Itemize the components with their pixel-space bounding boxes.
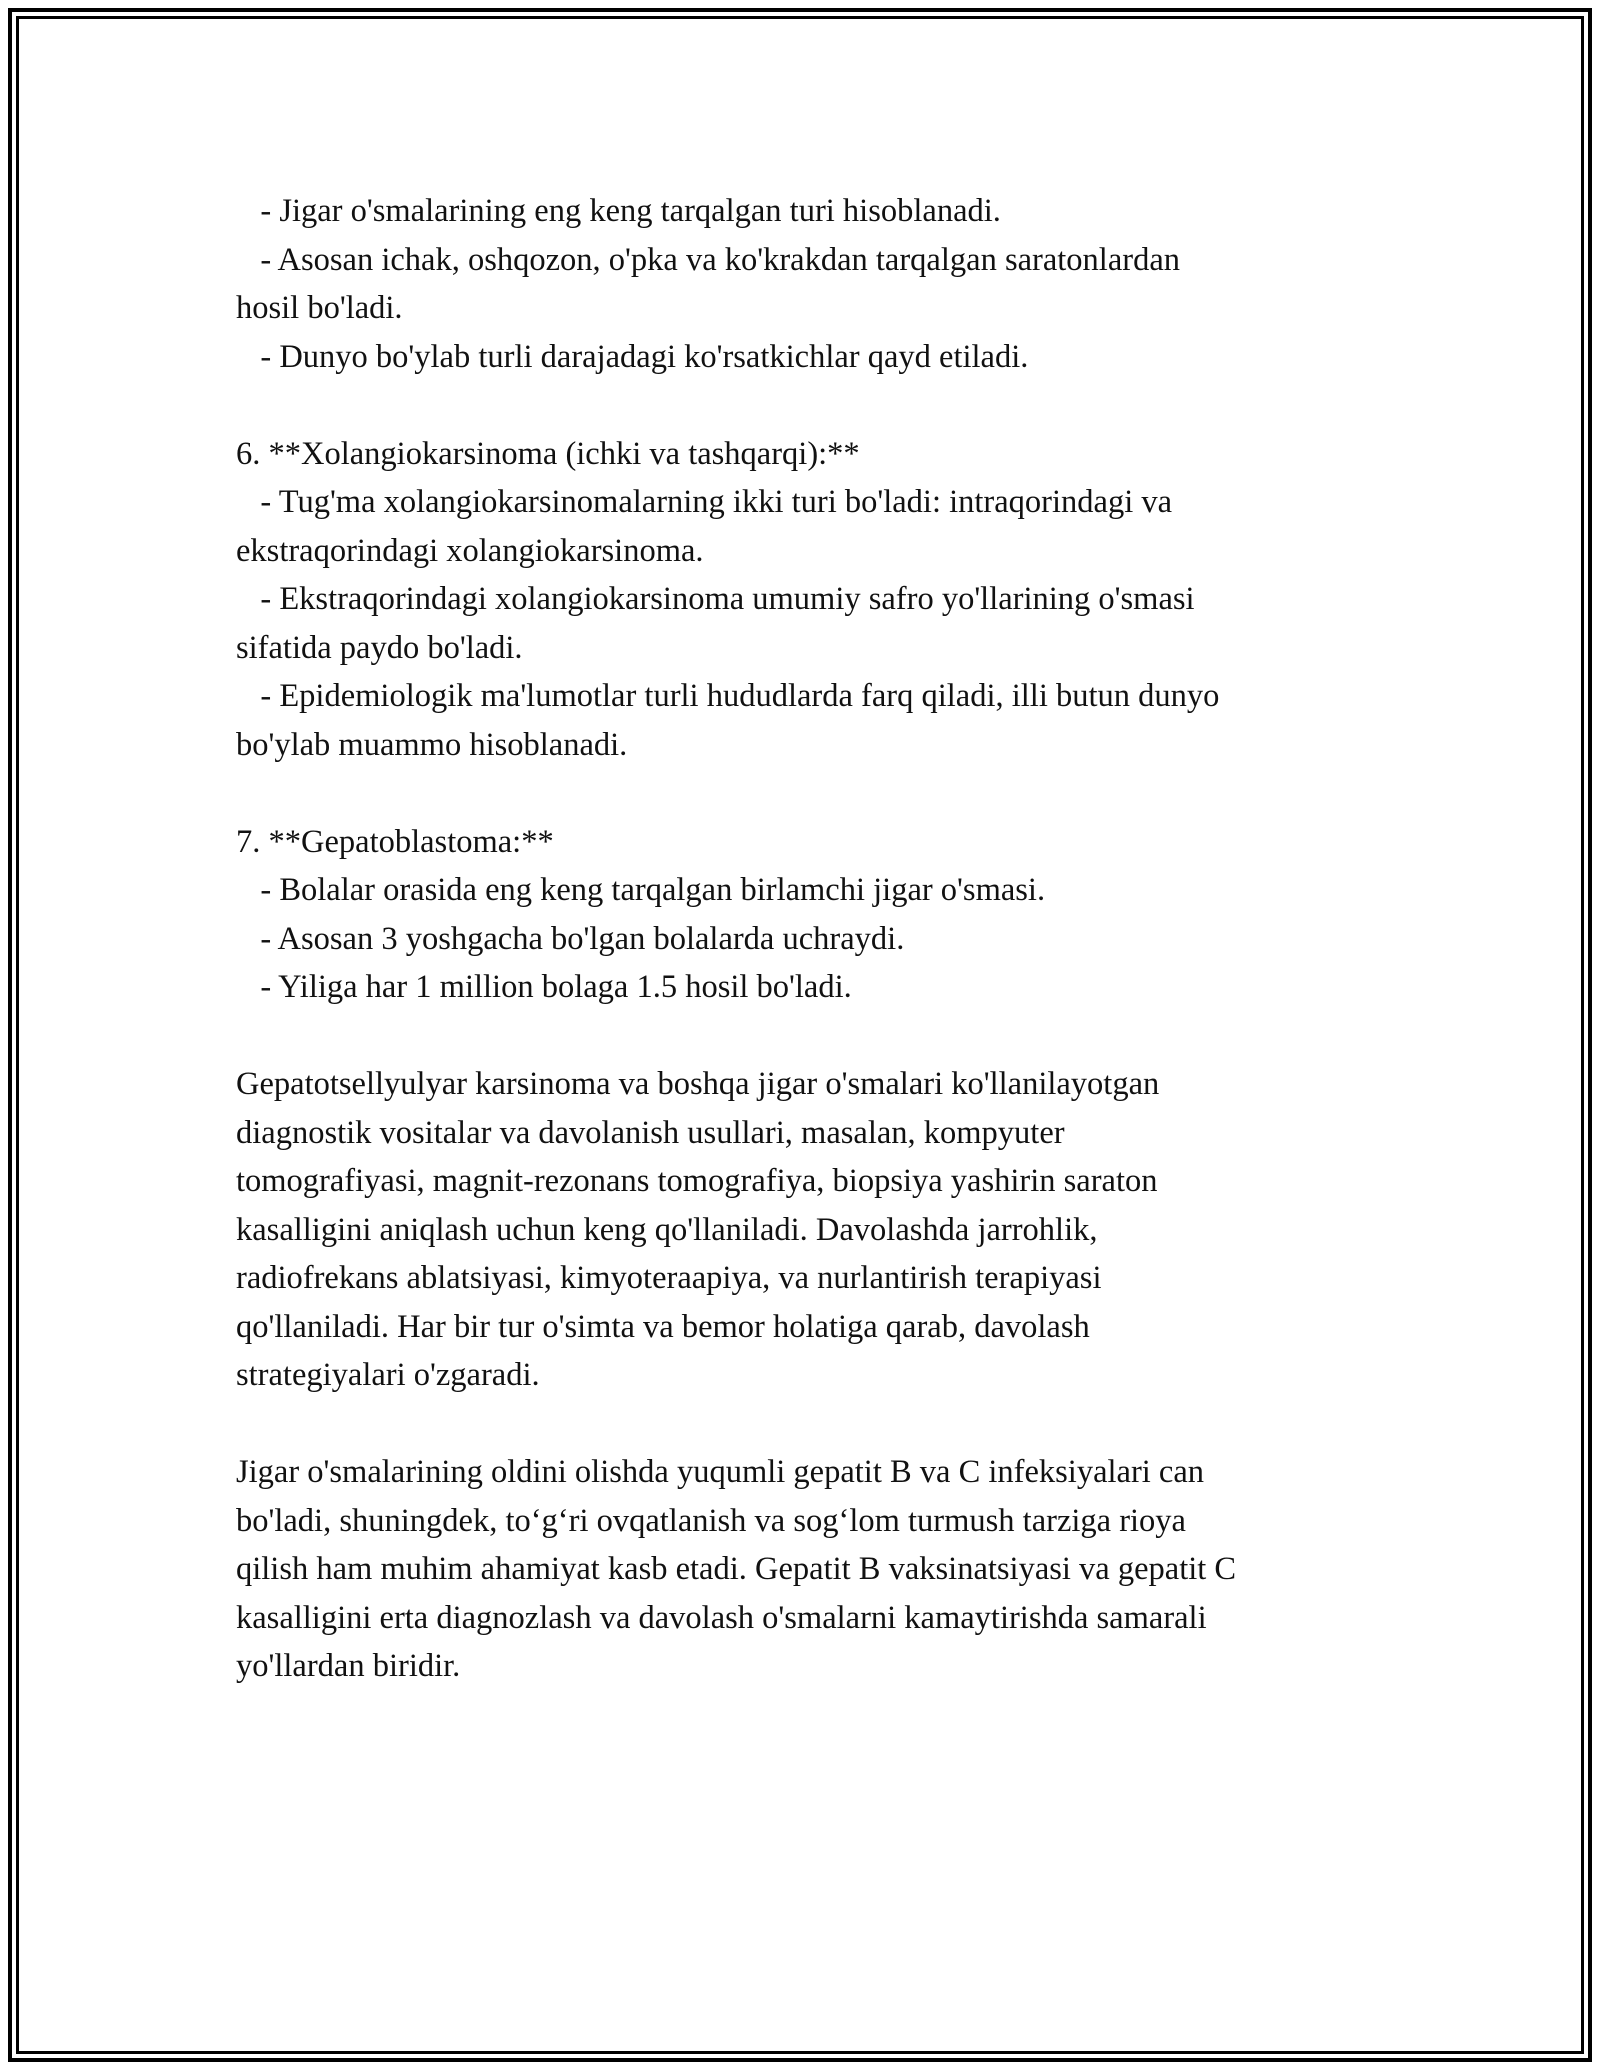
section-6-heading: 6. **Xolangiokarsinoma (ichki va tashqarqi):** xyxy=(236,435,860,472)
list-item: - Dunyo bo'ylab turli darajadagi ko'rsatkichlar qayd etiladi. xyxy=(236,338,1029,375)
spacer xyxy=(236,1012,1366,1061)
paragraph-line: Gepatotsellyulyar karsinoma va boshqa jigar o'smalari ko'llanilayotgan xyxy=(236,1066,1160,1102)
paragraph-line: diagnostik vositalar va davolanish usullari, masalan, kompyuter xyxy=(236,1114,1065,1151)
section-7-heading: 7. **Gepatoblastoma:** xyxy=(236,823,554,860)
list-item: - Tug'ma xolangiokarsinomalarning ikki turi bo'ladi: intraqorindagi va xyxy=(236,484,1173,520)
paragraph-line: yo'llardan biridir. xyxy=(236,1648,461,1684)
paragraph-prevention xyxy=(236,1448,1366,1691)
list-item: - Bolalar orasida eng keng tarqalgan birlamchi jigar o'smasi. xyxy=(236,872,1046,908)
section-5-list xyxy=(236,187,1366,381)
spacer xyxy=(236,381,1366,430)
section-7 xyxy=(236,818,1366,1012)
document-body xyxy=(236,187,1366,1691)
list-item-continuation: ekstraqorindagi xolangiokarsinoma. xyxy=(236,532,704,569)
paragraph-line: bo'ladi, shuningdek, to‘g‘ri ovqatlanish va sog‘lom turmush tarziga rioya xyxy=(236,1502,1186,1539)
section-6 xyxy=(236,430,1366,770)
list-item-continuation: sifatida paydo bo'ladi. xyxy=(236,629,523,666)
spacer xyxy=(236,1400,1366,1449)
paragraph-line: Jigar o'smalarining oldini olishda yuqumli gepatit B va C infeksiyalari can xyxy=(236,1454,1205,1490)
list-item-continuation: bo'ylab muammo hisoblanadi. xyxy=(236,726,628,763)
paragraph-diagnostics xyxy=(236,1060,1366,1400)
list-item: - Epidemiologik ma'lumotlar turli hududlarda farq qiladi, illi butun dunyo xyxy=(236,678,1220,714)
paragraph-line: tomografiyasi, magnit-rezonans tomografiya, biopsiya yashirin saraton xyxy=(236,1163,1158,1199)
paragraph-line: strategiyalari o'zgaradi. xyxy=(236,1357,540,1393)
paragraph-line: qilish ham muhim ahamiyat kasb etadi. Gepatit B vaksinatsiyasi va gepatit C xyxy=(236,1551,1237,1587)
spacer xyxy=(236,769,1366,818)
list-item: - Asosan 3 yoshgacha bo'lgan bolalarda uchraydi. xyxy=(236,920,905,957)
list-item: - Asosan ichak, oshqozon, o'pka va ko'krakdan tarqalgan saratonlardan xyxy=(236,241,1180,278)
paragraph-line: kasalligini erta diagnozlash va davolash o'smalarni kamaytirishda samarali xyxy=(236,1599,1207,1636)
list-item-continuation: hosil bo'ladi. xyxy=(236,290,403,326)
paragraph-line: radiofrekans ablatsiyasi, kimyoteraapiya, va nurlantirish terapiyasi xyxy=(236,1260,1102,1296)
paragraph-line: qo'llaniladi. Har bir tur o'simta va bemor holatiga qarab, davolash xyxy=(236,1308,1090,1345)
paragraph-line: kasalligini aniqlash uchun keng qo'llaniladi. Davolashda jarrohlik, xyxy=(236,1211,1098,1248)
list-item: - Yiliga har 1 million bolaga 1.5 hosil bo'ladi. xyxy=(236,969,852,1005)
list-item: - Ekstraqorindagi xolangiokarsinoma umumiy safro yo'llarining o'smasi xyxy=(236,581,1195,617)
list-item: - Jigar o'smalarining eng keng tarqalgan turi hisoblanadi. xyxy=(236,193,1001,229)
